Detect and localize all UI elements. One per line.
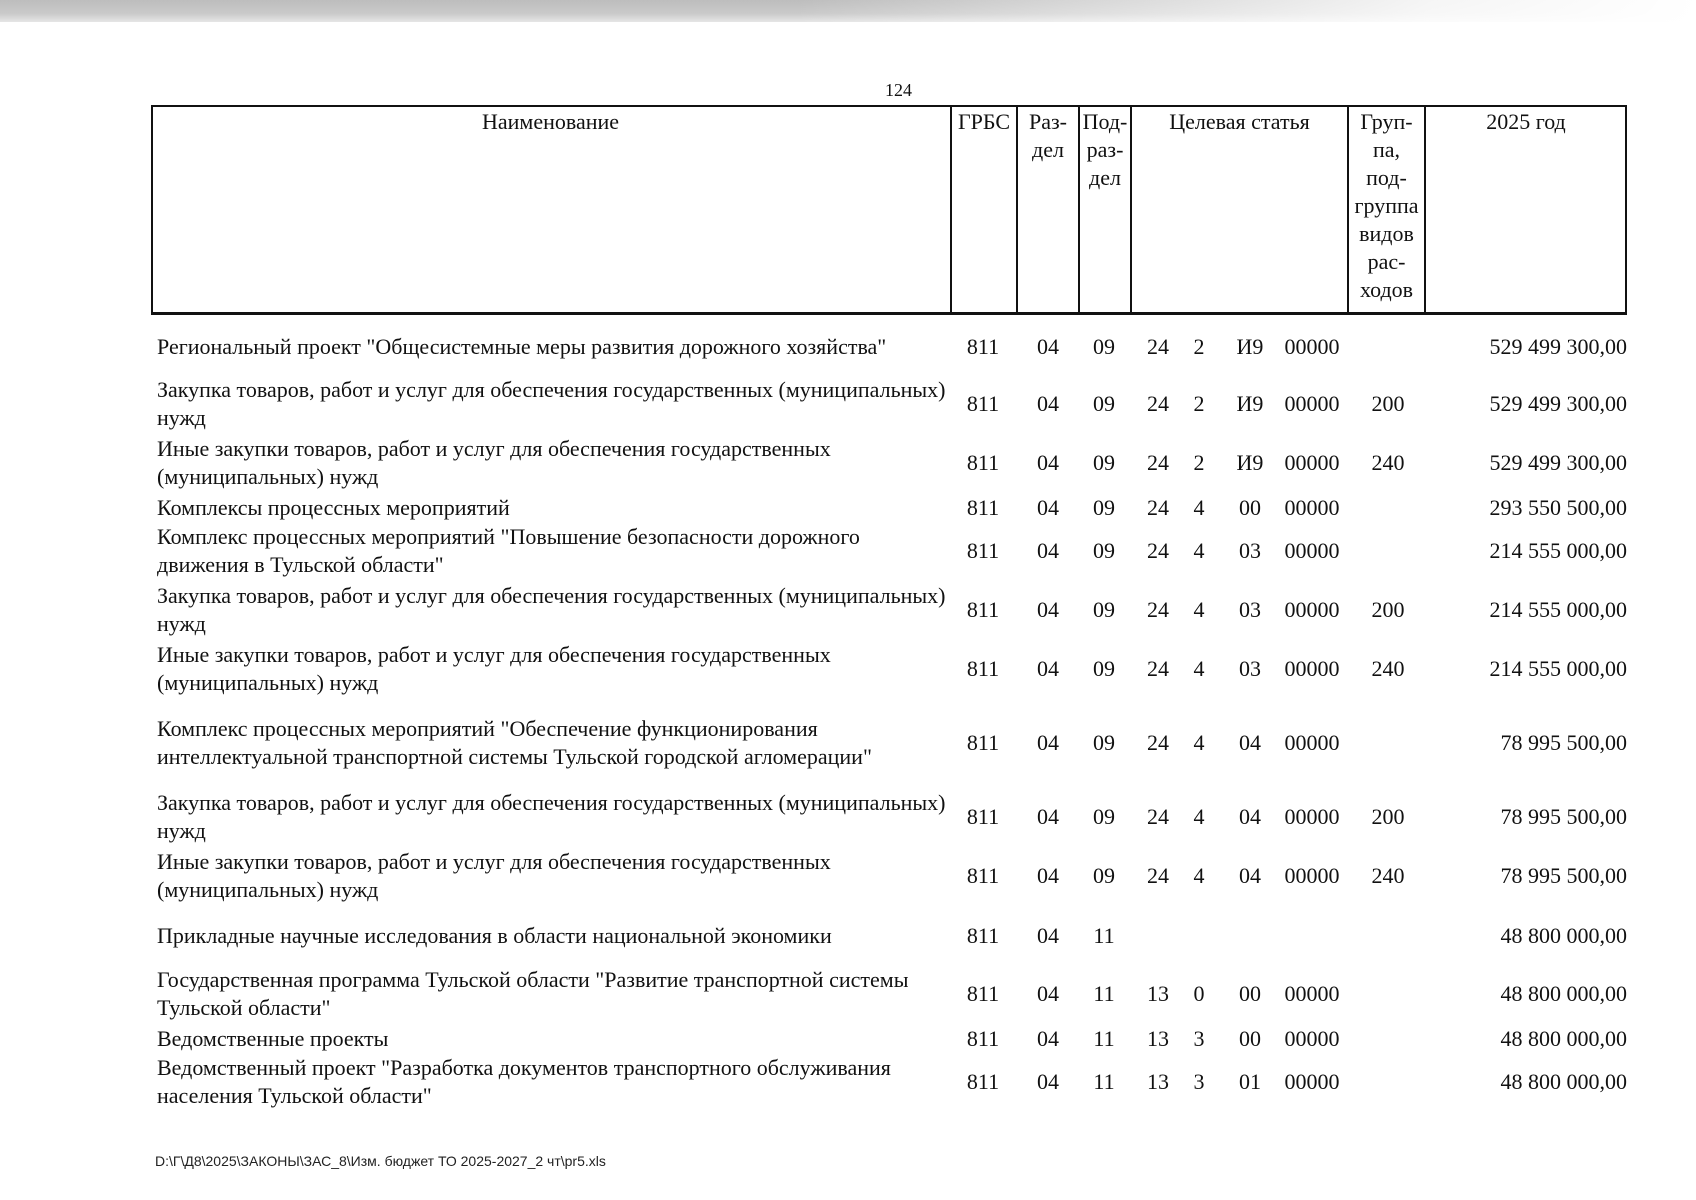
razdel-cell: 04 [1037,495,1059,520]
target-code-2: 4 [1193,597,1205,622]
target-code-2: 0 [1193,981,1205,1006]
target-code-1: 24 [1147,863,1169,888]
header-divider [1130,105,1132,315]
target-code-4: 00000 [1284,1069,1340,1094]
row-name: Иные закупки товаров, работ и услуг для обеспечения государственных (муниципальных) нужд [157,642,831,695]
header-name: Наименование [481,109,620,134]
row-name: Комплексы процессных мероприятий [157,495,510,520]
target-code-1: 24 [1147,730,1169,755]
expense-group-cell: 200 [1371,597,1405,622]
podrazdel-cell: 11 [1093,981,1115,1006]
podrazdel-cell: 11 [1093,1026,1115,1051]
row-name: Ведомственный проект "Разработка документов транспортного обслуживания населения Тульской области" [157,1055,891,1108]
amount-cell: 48 800 000,00 [1500,923,1627,948]
grbs-cell: 811 [966,923,1000,948]
podrazdel-cell: 09 [1093,730,1115,755]
amount-cell: 48 800 000,00 [1500,981,1627,1006]
podrazdel-cell: 09 [1093,863,1115,888]
target-code-4: 00000 [1284,863,1340,888]
target-code-2: 2 [1193,450,1205,475]
row-name: Закупка товаров, работ и услуг для обеспечения государственных (муниципальных) нужд [157,790,946,843]
amount-cell: 48 800 000,00 [1500,1026,1627,1051]
row-name: Комплекс процессных мероприятий "Обеспечение функционирования интеллектуальной транспортной системы Тульской городской агломерации" [157,716,872,769]
target-code-2: 4 [1193,656,1205,681]
row-name: Комплекс процессных мероприятий "Повышение безопасности дорожного движения в Тульской области" [157,524,860,577]
target-code-2: 4 [1193,730,1205,755]
podrazdel-cell: 09 [1093,804,1115,829]
target-code-2: 3 [1193,1069,1205,1094]
razdel-cell: 04 [1037,391,1059,416]
target-code-4: 00000 [1284,334,1340,359]
target-code-4: 00000 [1284,597,1340,622]
target-code-2: 4 [1193,538,1205,563]
target-code-4: 00000 [1284,730,1340,755]
target-code-4: 00000 [1284,804,1340,829]
row-name: Закупка товаров, работ и услуг для обеспечения государственных (муниципальных) нужд [157,583,946,636]
target-code-3: И9 [1236,450,1264,475]
grbs-cell: 811 [966,804,1000,829]
target-code-2: 3 [1193,1026,1205,1051]
target-code-3: 04 [1239,804,1261,829]
grbs-cell: 811 [966,1069,1000,1094]
amount-cell: 529 499 300,00 [1489,391,1627,416]
amount-cell: 293 550 500,00 [1489,495,1627,520]
target-code-1: 13 [1147,1069,1169,1094]
header-expense-group: Груп- па, под- группа видов рас- ходов [1354,109,1419,302]
target-code-2: 2 [1193,334,1205,359]
row-name: Прикладные научные исследования в области национальной экономики [157,923,832,948]
target-code-1: 24 [1147,450,1169,475]
podrazdel-cell: 11 [1093,1069,1115,1094]
razdel-cell: 04 [1037,981,1059,1006]
header-grbs: ГРБС [957,109,1011,134]
target-code-1: 24 [1147,597,1169,622]
grbs-cell: 811 [966,495,1000,520]
razdel-cell: 04 [1037,1026,1059,1051]
podrazdel-cell: 09 [1093,495,1115,520]
header-divider [950,105,952,315]
podrazdel-cell: 09 [1093,391,1115,416]
target-code-4: 00000 [1284,450,1340,475]
target-code-3: 01 [1239,1069,1261,1094]
target-code-4: 00000 [1284,538,1340,563]
podrazdel-cell: 11 [1093,923,1115,948]
target-code-1: 24 [1147,334,1169,359]
target-code-4: 00000 [1284,495,1340,520]
header-razdel: Раз- дел [1028,109,1068,162]
amount-cell: 78 995 500,00 [1500,804,1627,829]
razdel-cell: 04 [1037,334,1059,359]
row-name: Иные закупки товаров, работ и услуг для обеспечения государственных (муниципальных) нужд [157,436,831,489]
page-number: 124 [885,80,912,100]
header-podrazdel: Под- раз- дел [1082,109,1128,190]
footer-file-path: D:\Г\Д8\2025\ЗАКОНЫ\ЗАС_8\Изм. бюджет ТО 2025-2027_2 чт\pr5.xls [155,1153,606,1169]
target-code-4: 00000 [1284,981,1340,1006]
podrazdel-cell: 09 [1093,656,1115,681]
expense-group-cell: 240 [1371,863,1405,888]
grbs-cell: 811 [966,1026,1000,1051]
amount-cell: 78 995 500,00 [1500,863,1627,888]
target-code-1: 24 [1147,538,1169,563]
target-code-3: 03 [1239,656,1261,681]
podrazdel-cell: 09 [1093,597,1115,622]
amount-cell: 529 499 300,00 [1489,334,1627,359]
amount-cell: 214 555 000,00 [1489,656,1627,681]
target-code-3: 04 [1239,730,1261,755]
razdel-cell: 04 [1037,730,1059,755]
amount-cell: 48 800 000,00 [1500,1069,1627,1094]
row-name: Ведомственные проекты [157,1026,389,1051]
amount-cell: 214 555 000,00 [1489,597,1627,622]
grbs-cell: 811 [966,730,1000,755]
grbs-cell: 811 [966,981,1000,1006]
grbs-cell: 811 [966,597,1000,622]
grbs-cell: 811 [966,538,1000,563]
target-code-2: 4 [1193,863,1205,888]
scan-edge-fade [796,0,1696,22]
amount-cell: 529 499 300,00 [1489,450,1627,475]
razdel-cell: 04 [1037,450,1059,475]
target-code-3: 04 [1239,863,1261,888]
grbs-cell: 811 [966,450,1000,475]
target-code-3: 03 [1239,538,1261,563]
razdel-cell: 04 [1037,863,1059,888]
target-code-4: 00000 [1284,656,1340,681]
target-code-1: 13 [1147,1026,1169,1051]
grbs-cell: 811 [966,863,1000,888]
target-code-1: 24 [1147,656,1169,681]
target-code-3: И9 [1236,391,1264,416]
target-code-3: 00 [1239,1026,1261,1051]
razdel-cell: 04 [1037,923,1059,948]
header-divider [1424,105,1426,315]
razdel-cell: 04 [1037,597,1059,622]
row-name: Региональный проект "Общесистемные меры развития дорожного хозяйства" [157,334,887,359]
podrazdel-cell: 09 [1093,538,1115,563]
expense-group-cell: 240 [1371,450,1405,475]
expense-group-cell: 200 [1371,391,1405,416]
amount-cell: 214 555 000,00 [1489,538,1627,563]
target-code-1: 24 [1147,391,1169,416]
target-code-1: 13 [1147,981,1169,1006]
expense-group-cell: 200 [1371,804,1405,829]
target-code-2: 2 [1193,391,1205,416]
razdel-cell: 04 [1037,656,1059,681]
target-code-4: 00000 [1284,1026,1340,1051]
expense-group-cell: 240 [1371,656,1405,681]
amount-cell: 78 995 500,00 [1500,730,1627,755]
target-code-2: 4 [1193,495,1205,520]
target-code-3: 00 [1239,495,1261,520]
razdel-cell: 04 [1037,804,1059,829]
grbs-cell: 811 [966,656,1000,681]
target-code-3: 00 [1239,981,1261,1006]
grbs-cell: 811 [966,391,1000,416]
row-name: Закупка товаров, работ и услуг для обеспечения государственных (муниципальных) нужд [157,377,946,430]
row-name: Государственная программа Тульской области "Развитие транспортной системы Тульской области" [157,967,909,1020]
razdel-cell: 04 [1037,1069,1059,1094]
grbs-cell: 811 [966,334,1000,359]
target-code-4: 00000 [1284,391,1340,416]
header-year: 2025 год [1486,109,1566,134]
target-code-1: 24 [1147,804,1169,829]
target-code-3: 03 [1239,597,1261,622]
target-code-1: 24 [1147,495,1169,520]
razdel-cell: 04 [1037,538,1059,563]
target-code-3: И9 [1236,334,1264,359]
target-code-2: 4 [1193,804,1205,829]
header-target-article: Целевая статья [1169,109,1310,134]
podrazdel-cell: 09 [1093,450,1115,475]
podrazdel-cell: 09 [1093,334,1115,359]
row-name: Иные закупки товаров, работ и услуг для обеспечения государственных (муниципальных) нужд [157,849,831,902]
